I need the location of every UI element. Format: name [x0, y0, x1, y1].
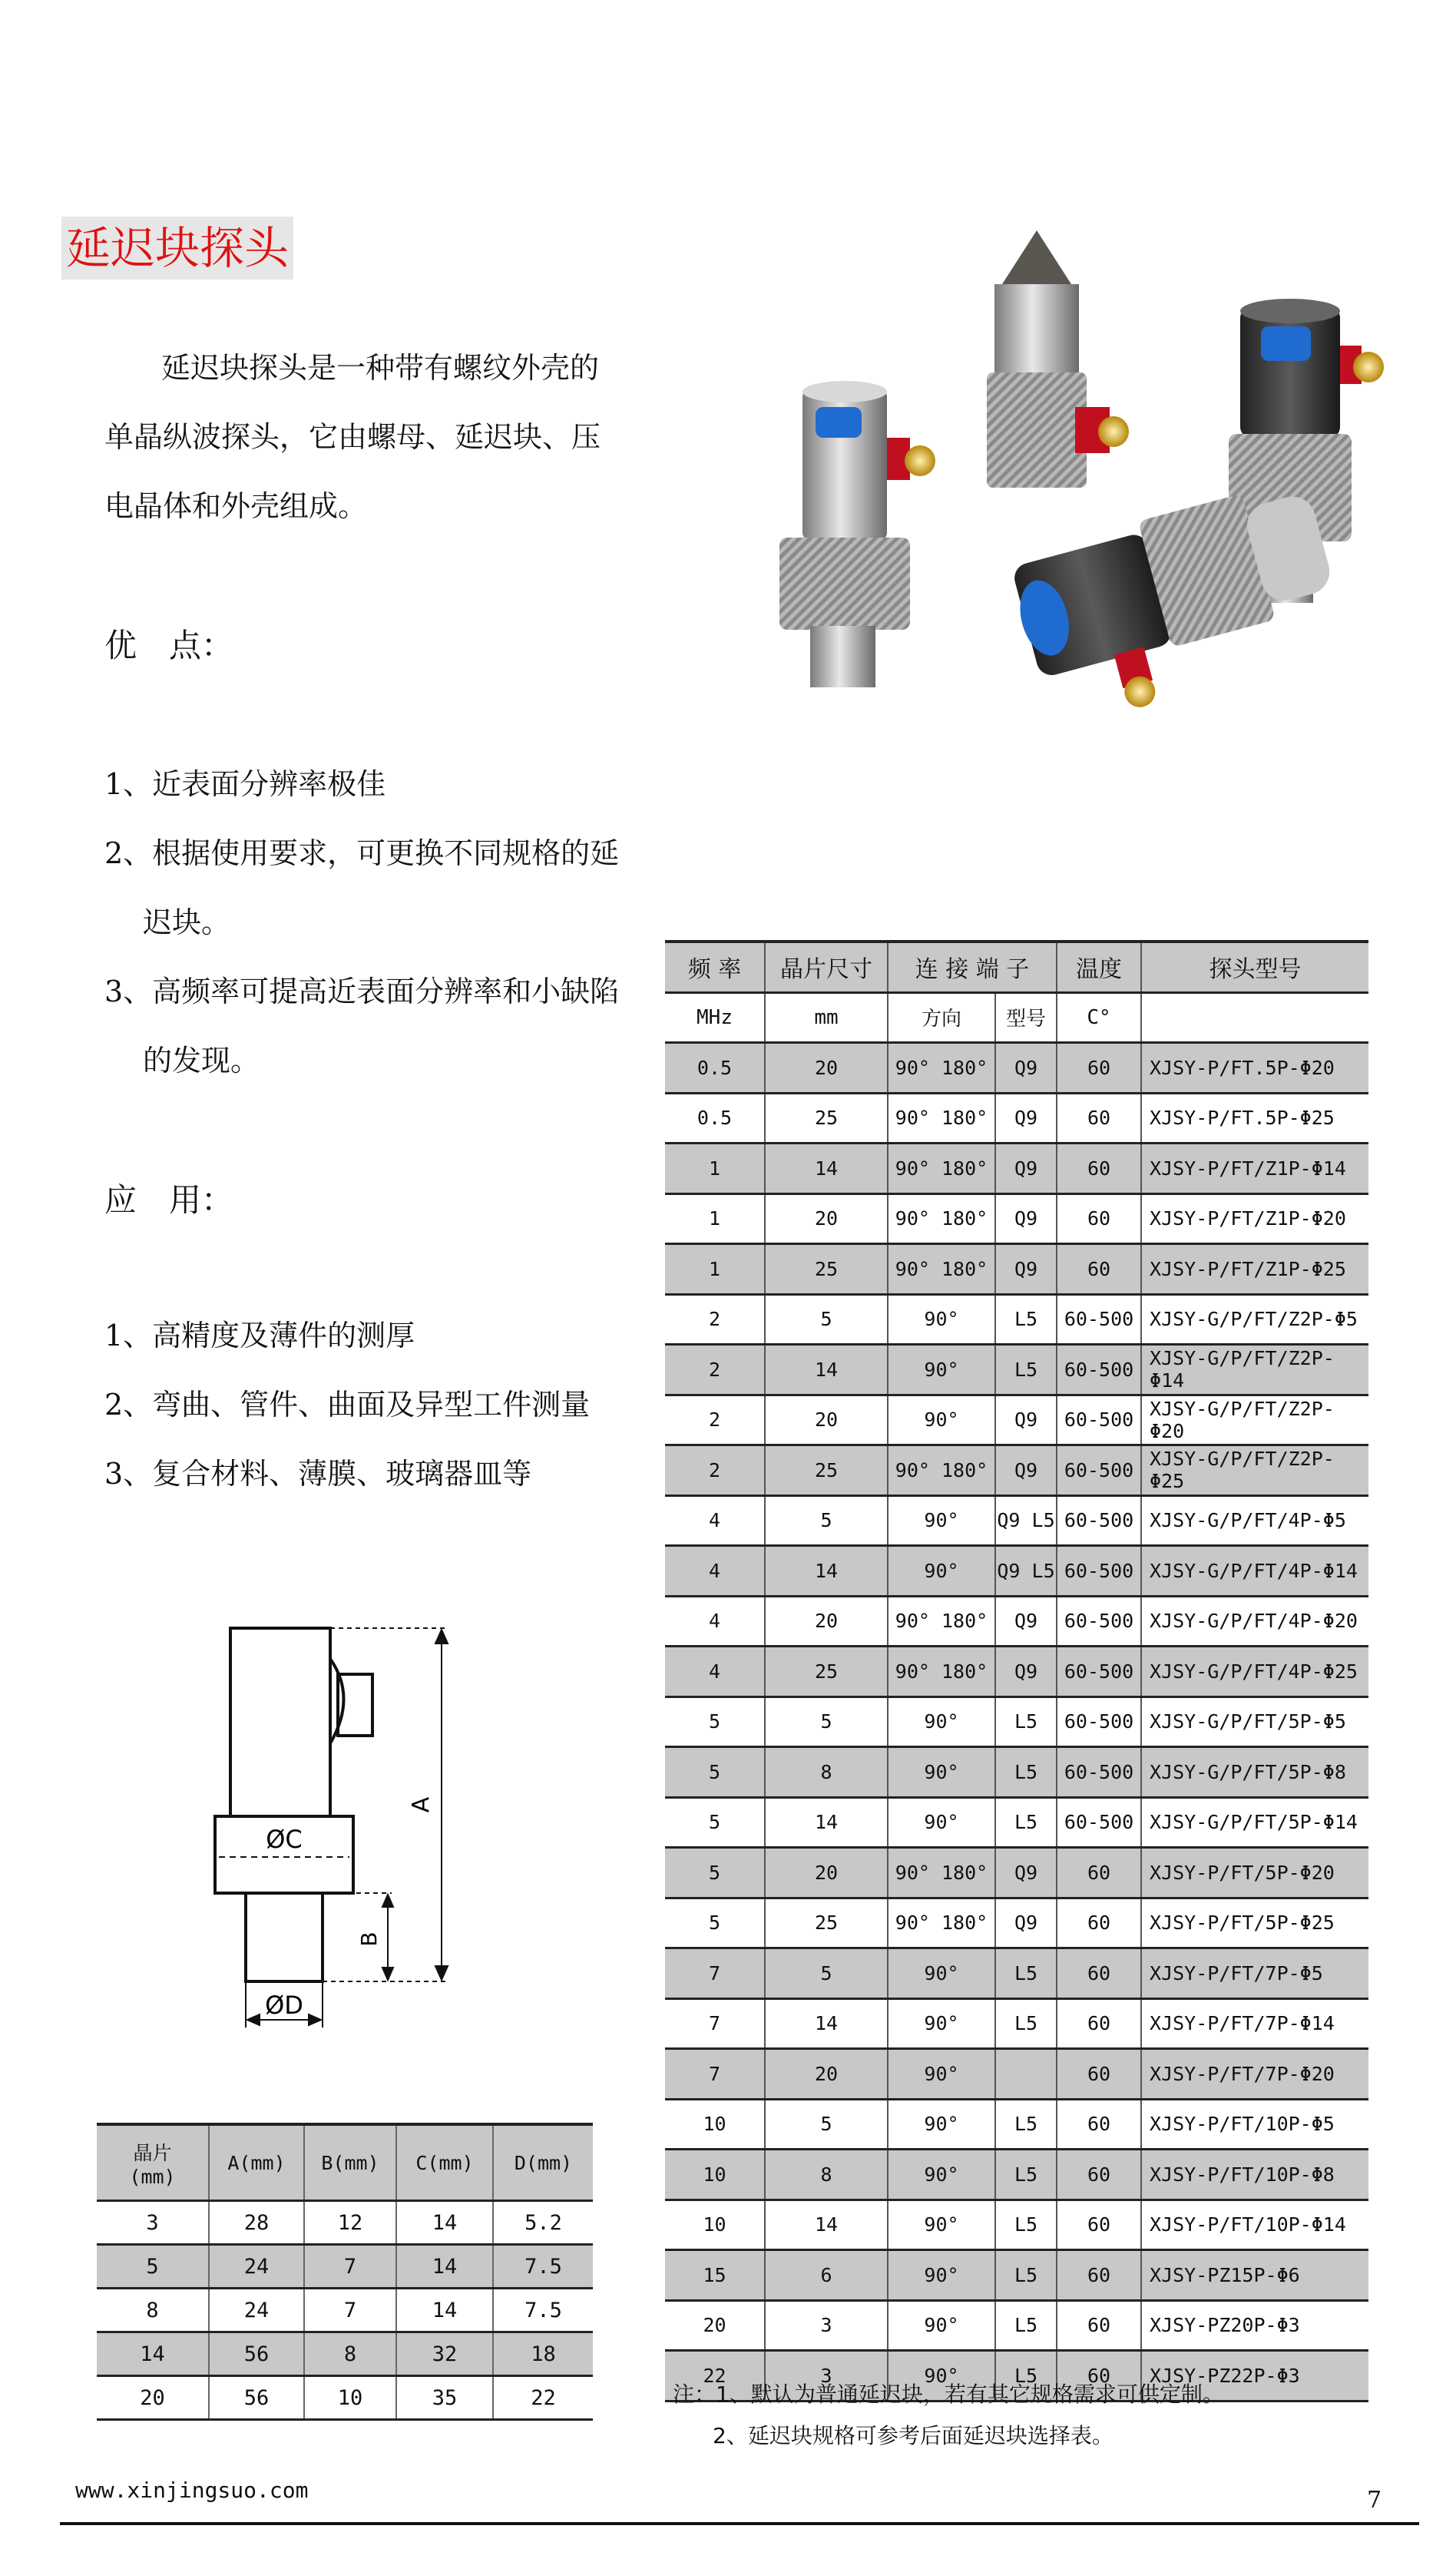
- type-cell: Q9: [995, 1193, 1057, 1244]
- spec-table-header: [665, 942, 1368, 992]
- crystal-cell: 20: [765, 1848, 888, 1898]
- crystal-cell: 14: [765, 1144, 888, 1194]
- dim-crystal-cell: 8: [146, 2298, 159, 2322]
- type-cell: [995, 2049, 1057, 2100]
- spec-unit-temperature: C°: [1057, 992, 1141, 1043]
- model-cell: XJSY-G/P/FT/Z2P-Φ25: [1141, 1445, 1368, 1496]
- freq-cell: 7: [708, 2012, 721, 2035]
- temp-cell: 60-500: [1057, 1546, 1141, 1597]
- model-cell: XJSY-G/P/FT/4P-Φ20: [1141, 1596, 1368, 1647]
- model-cell: XJSY-G/P/FT/5P-Φ8: [1141, 1747, 1368, 1798]
- type-cell: L5: [995, 2150, 1057, 2200]
- spec-table-row: [665, 1244, 1368, 1295]
- crystal-cell: 5: [765, 1495, 888, 1546]
- direction-cell: 90°: [888, 1696, 995, 1747]
- temp-cell: 60-500: [1057, 1294, 1141, 1345]
- model-cell: XJSY-G/P/FT/5P-Φ5: [1141, 1696, 1368, 1747]
- type-cell: Q9: [995, 1898, 1057, 1948]
- dimension-table-row: [97, 2201, 593, 2245]
- type-cell: Q9: [995, 1395, 1057, 1445]
- freq-cell: 2: [708, 1308, 721, 1331]
- spec-table-row: [665, 1093, 1368, 1144]
- spec-table-row: [665, 1294, 1368, 1345]
- type-cell: L5: [995, 2250, 1057, 2301]
- footer-divider: [60, 2522, 1419, 2525]
- model-cell: XJSY-PZ22P-Φ3: [1141, 2351, 1368, 2402]
- temp-cell: 60: [1057, 2300, 1141, 2351]
- dimension-table-row: [97, 2376, 593, 2420]
- direction-cell: 90°: [888, 1998, 995, 2049]
- probe-dimension-diagram: [184, 1613, 476, 2043]
- temp-cell: 60: [1057, 1144, 1141, 1194]
- model-cell: XJSY-P/FT.5P-Φ25: [1141, 1093, 1368, 1144]
- advantages-heading: 优 点：: [104, 627, 234, 664]
- model-cell: XJSY-P/FT/10P-Φ14: [1141, 2200, 1368, 2250]
- crystal-cell: 5: [765, 1696, 888, 1747]
- type-cell: L5: [995, 1948, 1057, 1999]
- freq-cell: 2: [708, 1458, 721, 1481]
- crystal-cell: 14: [765, 2200, 888, 2250]
- advantage-item-2-cont: 迟块。: [143, 905, 231, 939]
- temp-cell: 60-500: [1057, 1596, 1141, 1647]
- crystal-cell: 6: [765, 2250, 888, 2301]
- direction-cell: 90°: [888, 1747, 995, 1798]
- temp-cell: 60: [1057, 2250, 1141, 2301]
- direction-cell: 90°: [888, 2200, 995, 2250]
- temp-cell: 60-500: [1057, 1395, 1141, 1445]
- direction-cell: 90° 180°: [888, 1596, 995, 1647]
- freq-cell: 4: [708, 1610, 721, 1633]
- freq-cell: 7: [708, 1961, 721, 1984]
- crystal-cell: 14: [765, 1345, 888, 1395]
- model-cell: XJSY-P/FT/7P-Φ20: [1141, 2049, 1368, 2100]
- model-cell: XJSY-P/FT/10P-Φ5: [1141, 2099, 1368, 2150]
- crystal-cell: 5: [765, 1948, 888, 1999]
- dim-crystal-cell: 14: [140, 2342, 165, 2366]
- freq-cell: 2: [708, 1358, 721, 1381]
- model-cell: XJSY-P/FT/5P-Φ20: [1141, 1848, 1368, 1898]
- temp-cell: 60: [1057, 1244, 1141, 1295]
- direction-cell: 90°: [888, 1797, 995, 1848]
- temp-cell: 60: [1057, 1848, 1141, 1898]
- model-cell: XJSY-G/P/FT/5P-Φ14: [1141, 1797, 1368, 1848]
- crystal-cell: 20: [765, 2049, 888, 2100]
- dim-crystal-cell: 3: [146, 2210, 159, 2235]
- crystal-cell: 25: [765, 1445, 888, 1496]
- crystal-cell: 20: [765, 1193, 888, 1244]
- model-cell: XJSY-G/P/FT/4P-Φ25: [1141, 1647, 1368, 1697]
- spec-table-row: [665, 1445, 1368, 1496]
- type-cell: L5: [995, 1294, 1057, 1345]
- temp-cell: 60-500: [1057, 1747, 1141, 1798]
- advantage-item-1: 1、近表面分辨率极佳: [104, 767, 386, 801]
- model-cell: XJSY-G/P/FT/4P-Φ14: [1141, 1546, 1368, 1597]
- spec-table-row: [665, 2049, 1368, 2100]
- crystal-cell: 25: [765, 1898, 888, 1948]
- direction-cell: 90° 180°: [888, 1193, 995, 1244]
- freq-cell: 1: [708, 1257, 721, 1280]
- dim-label-d: ØD: [265, 1991, 303, 2020]
- spec-table-row: [665, 1193, 1368, 1244]
- advantage-item-3: 3、高频率可提高近表面分辨率和小缺陷: [104, 975, 620, 1008]
- spec-header-model: 探头型号: [1141, 942, 1368, 992]
- freq-cell: 0.5: [697, 1056, 733, 1079]
- dim-d-cell: 7.5: [493, 2245, 593, 2289]
- dim-header-b: B(mm): [304, 2124, 396, 2201]
- application-item-1: 1、高精度及薄件的测厚: [104, 1319, 415, 1352]
- spec-table-row: [665, 1998, 1368, 2049]
- type-cell: Q9: [995, 1244, 1057, 1295]
- freq-cell: 1: [708, 1157, 721, 1180]
- direction-cell: 90°: [888, 2049, 995, 2100]
- temp-cell: 60: [1057, 1998, 1141, 2049]
- model-cell: XJSY-PZ20P-Φ3: [1141, 2300, 1368, 2351]
- spec-unit-frequency: MHz: [697, 1005, 733, 1029]
- freq-cell: 10: [703, 2213, 726, 2236]
- intro-line-3: 电晶体和外壳组成。: [104, 489, 368, 523]
- crystal-cell: 20: [765, 1596, 888, 1647]
- note-line-1: 注：1、默认为普通延迟块，若有其它规格需求可供定制。: [673, 2382, 1224, 2407]
- dim-b-cell: 7: [304, 2289, 396, 2332]
- type-cell: L5: [995, 1998, 1057, 2049]
- type-cell: L5: [995, 1747, 1057, 1798]
- dim-c-cell: 14: [396, 2289, 493, 2332]
- type-cell: L5: [995, 1345, 1057, 1395]
- spec-table-row: [665, 1043, 1368, 1094]
- spec-table-row: [665, 2300, 1368, 2351]
- advantage-item-2: 2、根据使用要求，可更换不同规格的延: [104, 836, 620, 870]
- dim-a-cell: 24: [209, 2245, 304, 2289]
- dim-b-cell: 12: [304, 2201, 396, 2245]
- probe-left: [779, 381, 935, 687]
- type-cell: L5: [995, 2300, 1057, 2351]
- spec-table-row: [665, 1345, 1368, 1395]
- dimension-table-row: [97, 2332, 593, 2376]
- dim-label-b: B: [356, 1931, 382, 1947]
- spec-unit-direction: 方向: [888, 992, 995, 1043]
- model-cell: XJSY-P/FT/7P-Φ5: [1141, 1948, 1368, 1999]
- dim-d-cell: 18: [493, 2332, 593, 2376]
- freq-cell: 10: [703, 2113, 726, 2136]
- temp-cell: 60: [1057, 2150, 1141, 2200]
- freq-cell: 5: [708, 1811, 721, 1834]
- freq-cell: 0.5: [697, 1107, 733, 1130]
- intro-line-2: 单晶纵波探头，它由螺母、延迟块、压: [104, 420, 601, 454]
- type-cell: Q9: [995, 1596, 1057, 1647]
- dimension-table-header: [97, 2124, 593, 2201]
- spec-table-row: [665, 2099, 1368, 2150]
- temp-cell: 60: [1057, 1093, 1141, 1144]
- footer-url[interactable]: www.xinjingsuo.com: [75, 2478, 309, 2503]
- spec-table-row: [665, 2150, 1368, 2200]
- dim-header-crystal-unit: (mm): [129, 2165, 176, 2188]
- model-cell: XJSY-G/P/FT/Z2P-Φ5: [1141, 1294, 1368, 1345]
- spec-table-row: [665, 1797, 1368, 1848]
- spec-table-row: [665, 1596, 1368, 1647]
- direction-cell: 90°: [888, 1345, 995, 1395]
- page-title: 延迟块探头: [61, 217, 293, 280]
- dim-d-cell: 7.5: [493, 2289, 593, 2332]
- spec-table-row: [665, 1948, 1368, 1999]
- dim-a-cell: 24: [209, 2289, 304, 2332]
- temp-cell: 60-500: [1057, 1345, 1141, 1395]
- freq-cell: 5: [708, 1760, 721, 1783]
- crystal-cell: 14: [765, 1797, 888, 1848]
- dim-crystal-cell: 5: [146, 2254, 159, 2279]
- model-cell: XJSY-P/FT.5P-Φ20: [1141, 1043, 1368, 1094]
- freq-cell: 5: [708, 1912, 721, 1935]
- spec-header-crystal-size: 晶片尺寸: [765, 942, 888, 992]
- spec-table-row: [665, 1395, 1368, 1445]
- type-cell: Q9: [995, 1848, 1057, 1898]
- model-cell: XJSY-P/FT/Z1P-Φ25: [1141, 1244, 1368, 1295]
- type-cell: L5: [995, 1797, 1057, 1848]
- product-photo: [768, 230, 1398, 722]
- freq-cell: 1: [708, 1207, 721, 1230]
- temp-cell: 60-500: [1057, 1797, 1141, 1848]
- direction-cell: 90° 180°: [888, 1848, 995, 1898]
- dim-header-d: D(mm): [493, 2124, 593, 2201]
- model-cell: XJSY-P/FT/5P-Φ25: [1141, 1898, 1368, 1948]
- dim-header-crystal-label: 晶片: [133, 2141, 172, 2164]
- crystal-cell: 14: [765, 1998, 888, 2049]
- type-cell: Q9: [995, 1445, 1057, 1496]
- crystal-cell: 14: [765, 1546, 888, 1597]
- type-cell: Q9: [995, 1144, 1057, 1194]
- freq-cell: 22: [703, 2364, 726, 2387]
- direction-cell: 90°: [888, 2250, 995, 2301]
- temp-cell: 60: [1057, 1898, 1141, 1948]
- spec-table-row: [665, 1647, 1368, 1697]
- dim-a-cell: 56: [209, 2332, 304, 2376]
- spec-table-row: [665, 1898, 1368, 1948]
- dim-c-cell: 14: [396, 2201, 493, 2245]
- dim-b-cell: 8: [304, 2332, 396, 2376]
- type-cell: L5: [995, 2200, 1057, 2250]
- direction-cell: 90°: [888, 1294, 995, 1345]
- dimension-table: [97, 2123, 593, 2421]
- model-cell: XJSY-PZ15P-Φ6: [1141, 2250, 1368, 2301]
- freq-cell: 15: [703, 2263, 726, 2286]
- application-item-3: 3、复合材料、薄膜、玻璃器皿等: [104, 1457, 532, 1491]
- crystal-cell: 25: [765, 1093, 888, 1144]
- direction-cell: 90°: [888, 1395, 995, 1445]
- page-number: 7: [1367, 2487, 1382, 2514]
- model-cell: XJSY-P/FT/Z1P-Φ14: [1141, 1144, 1368, 1194]
- direction-cell: 90°: [888, 2150, 995, 2200]
- freq-cell: 10: [703, 2163, 726, 2186]
- direction-cell: 90°: [888, 1495, 995, 1546]
- spec-table-units: [665, 992, 1368, 1043]
- crystal-cell: 20: [765, 1395, 888, 1445]
- temp-cell: 60: [1057, 1193, 1141, 1244]
- dim-a-cell: 28: [209, 2201, 304, 2245]
- dim-d-cell: 22: [493, 2376, 593, 2420]
- spec-table-row: [665, 1747, 1368, 1798]
- dimension-table-row: [97, 2245, 593, 2289]
- type-cell: L5: [995, 2351, 1057, 2402]
- temp-cell: 60: [1057, 1043, 1141, 1094]
- crystal-cell: 20: [765, 1043, 888, 1094]
- direction-cell: 90° 180°: [888, 1093, 995, 1144]
- direction-cell: 90° 180°: [888, 1445, 995, 1496]
- crystal-cell: 5: [765, 2099, 888, 2150]
- temp-cell: 60-500: [1057, 1647, 1141, 1697]
- dim-header-crystal: [97, 2124, 209, 2201]
- spec-header-frequency: 频 率: [687, 956, 742, 984]
- freq-cell: 5: [708, 1710, 721, 1733]
- freq-cell: 7: [708, 2062, 721, 2085]
- direction-cell: 90°: [888, 2351, 995, 2402]
- model-cell: XJSY-G/P/FT/Z2P-Φ20: [1141, 1395, 1368, 1445]
- direction-cell: 90°: [888, 1546, 995, 1597]
- crystal-cell: 8: [765, 1747, 888, 1798]
- probe-cone: [987, 230, 1129, 488]
- dim-a-cell: 56: [209, 2376, 304, 2420]
- dim-b-cell: 10: [304, 2376, 396, 2420]
- freq-cell: 4: [708, 1660, 721, 1683]
- freq-cell: 5: [708, 1861, 721, 1884]
- dim-c-cell: 14: [396, 2245, 493, 2289]
- direction-cell: 90°: [888, 1948, 995, 1999]
- crystal-cell: 3: [765, 2351, 888, 2402]
- type-cell: Q9 L5: [995, 1546, 1057, 1597]
- temp-cell: 60: [1057, 2200, 1141, 2250]
- type-cell: L5: [995, 2099, 1057, 2150]
- crystal-cell: 8: [765, 2150, 888, 2200]
- freq-cell: 2: [708, 1408, 721, 1432]
- freq-cell: 4: [708, 1509, 721, 1532]
- crystal-cell: 25: [765, 1647, 888, 1697]
- temp-cell: 60: [1057, 2099, 1141, 2150]
- dim-header-c: C(mm): [396, 2124, 493, 2201]
- spec-header-connector: 连 接 端 子: [888, 942, 1057, 992]
- freq-cell: 4: [708, 1559, 721, 1582]
- type-cell: Q9 L5: [995, 1495, 1057, 1546]
- direction-cell: 90° 180°: [888, 1898, 995, 1948]
- direction-cell: 90° 180°: [888, 1043, 995, 1094]
- dim-label-c: ØC: [266, 1825, 303, 1854]
- type-cell: Q9: [995, 1043, 1057, 1094]
- intro-line-1: 延迟块探头是一种带有螺纹外壳的: [161, 351, 600, 385]
- direction-cell: 90°: [888, 2300, 995, 2351]
- type-cell: L5: [995, 1696, 1057, 1747]
- spec-header-temperature: 温度: [1057, 942, 1141, 992]
- crystal-cell: 5: [765, 1294, 888, 1345]
- spec-unit-type: 型号: [995, 992, 1057, 1043]
- spec-table-row: [665, 1546, 1368, 1597]
- freq-cell: 20: [703, 2314, 726, 2337]
- dim-b-cell: 7: [304, 2245, 396, 2289]
- temp-cell: 60: [1057, 1948, 1141, 1999]
- spec-table-row: [665, 1495, 1368, 1546]
- spec-table-row: [665, 1144, 1368, 1194]
- applications-heading: 应 用：: [104, 1181, 234, 1219]
- application-item-2: 2、弯曲、管件、曲面及异型工件测量: [104, 1388, 591, 1422]
- direction-cell: 90° 180°: [888, 1244, 995, 1295]
- direction-cell: 90°: [888, 2099, 995, 2150]
- model-cell: XJSY-P/FT/Z1P-Φ20: [1141, 1193, 1368, 1244]
- dim-label-a: A: [408, 1796, 435, 1813]
- spec-table-row: [665, 2250, 1368, 2301]
- direction-cell: 90° 180°: [888, 1647, 995, 1697]
- spec-table-row: [665, 2200, 1368, 2250]
- temp-cell: 60-500: [1057, 1445, 1141, 1496]
- crystal-cell: 3: [765, 2300, 888, 2351]
- spec-unit-model: [1141, 992, 1368, 1043]
- advantage-item-3-cont: 的发现。: [143, 1044, 260, 1077]
- note-line-2: 2、延迟块规格可参考后面延迟块选择表。: [713, 2423, 1114, 2448]
- dim-header-a: A(mm): [209, 2124, 304, 2201]
- temp-cell: 60: [1057, 2351, 1141, 2402]
- type-cell: Q9: [995, 1093, 1057, 1144]
- dim-c-cell: 35: [396, 2376, 493, 2420]
- spec-table-row: [665, 1848, 1368, 1898]
- spec-unit-crystal: mm: [765, 992, 888, 1043]
- model-cell: XJSY-G/P/FT/Z2P-Φ14: [1141, 1345, 1368, 1395]
- temp-cell: 60-500: [1057, 1696, 1141, 1747]
- crystal-cell: 25: [765, 1244, 888, 1295]
- model-cell: XJSY-P/FT/7P-Φ14: [1141, 1998, 1368, 2049]
- direction-cell: 90° 180°: [888, 1144, 995, 1194]
- temp-cell: 60-500: [1057, 1495, 1141, 1546]
- dim-c-cell: 32: [396, 2332, 493, 2376]
- dim-d-cell: 5.2: [493, 2201, 593, 2245]
- spec-table: [665, 940, 1368, 2402]
- model-cell: XJSY-P/FT/10P-Φ8: [1141, 2150, 1368, 2200]
- dimension-table-row: [97, 2289, 593, 2332]
- spec-table-row: [665, 1696, 1368, 1747]
- type-cell: Q9: [995, 1647, 1057, 1697]
- temp-cell: 60: [1057, 2049, 1141, 2100]
- model-cell: XJSY-G/P/FT/4P-Φ5: [1141, 1495, 1368, 1546]
- dim-crystal-cell: 20: [140, 2385, 165, 2410]
